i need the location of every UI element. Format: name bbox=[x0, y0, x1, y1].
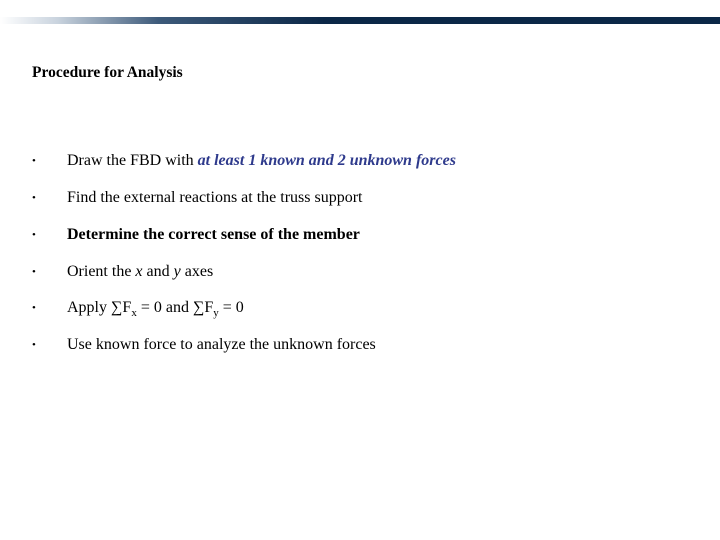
axis-x-variable: x bbox=[135, 263, 143, 280]
axis-y-variable: y bbox=[173, 263, 181, 280]
bullet-marker: • bbox=[32, 302, 36, 314]
bullet-text-plain: Draw the FBD with bbox=[67, 152, 198, 169]
bullet-text: Find the external reactions at the truss support bbox=[67, 189, 363, 206]
bullet-text: Determine the correct sense of the member bbox=[67, 226, 360, 243]
bullet-text-part: axes bbox=[180, 263, 214, 280]
equation-middle: = 0 and ∑F bbox=[136, 299, 214, 316]
subscript-y: y bbox=[213, 307, 219, 319]
bullet-text-part: and bbox=[142, 263, 174, 280]
equation-prefix: Apply ∑F bbox=[67, 299, 132, 316]
bullet-marker: • bbox=[32, 339, 36, 351]
equation-suffix: = 0 bbox=[218, 299, 244, 316]
bullet-text bbox=[67, 150, 456, 172]
bullet-text bbox=[67, 297, 244, 319]
bullet-text bbox=[67, 261, 213, 283]
bullet-marker: • bbox=[32, 229, 36, 241]
slide-title: Procedure for Analysis bbox=[32, 64, 183, 81]
bullet-marker: • bbox=[32, 155, 36, 167]
bullet-text-highlight: at least 1 known and 2 unknown forces bbox=[197, 152, 456, 169]
subscript-x: x bbox=[131, 307, 137, 319]
bullet-marker: • bbox=[32, 266, 36, 278]
bullet-text: Use known force to analyze the unknown forces bbox=[67, 336, 376, 353]
header-bar bbox=[0, 17, 720, 24]
bullet-text-part: Orient the bbox=[67, 263, 136, 280]
bullet-marker: • bbox=[32, 192, 36, 204]
